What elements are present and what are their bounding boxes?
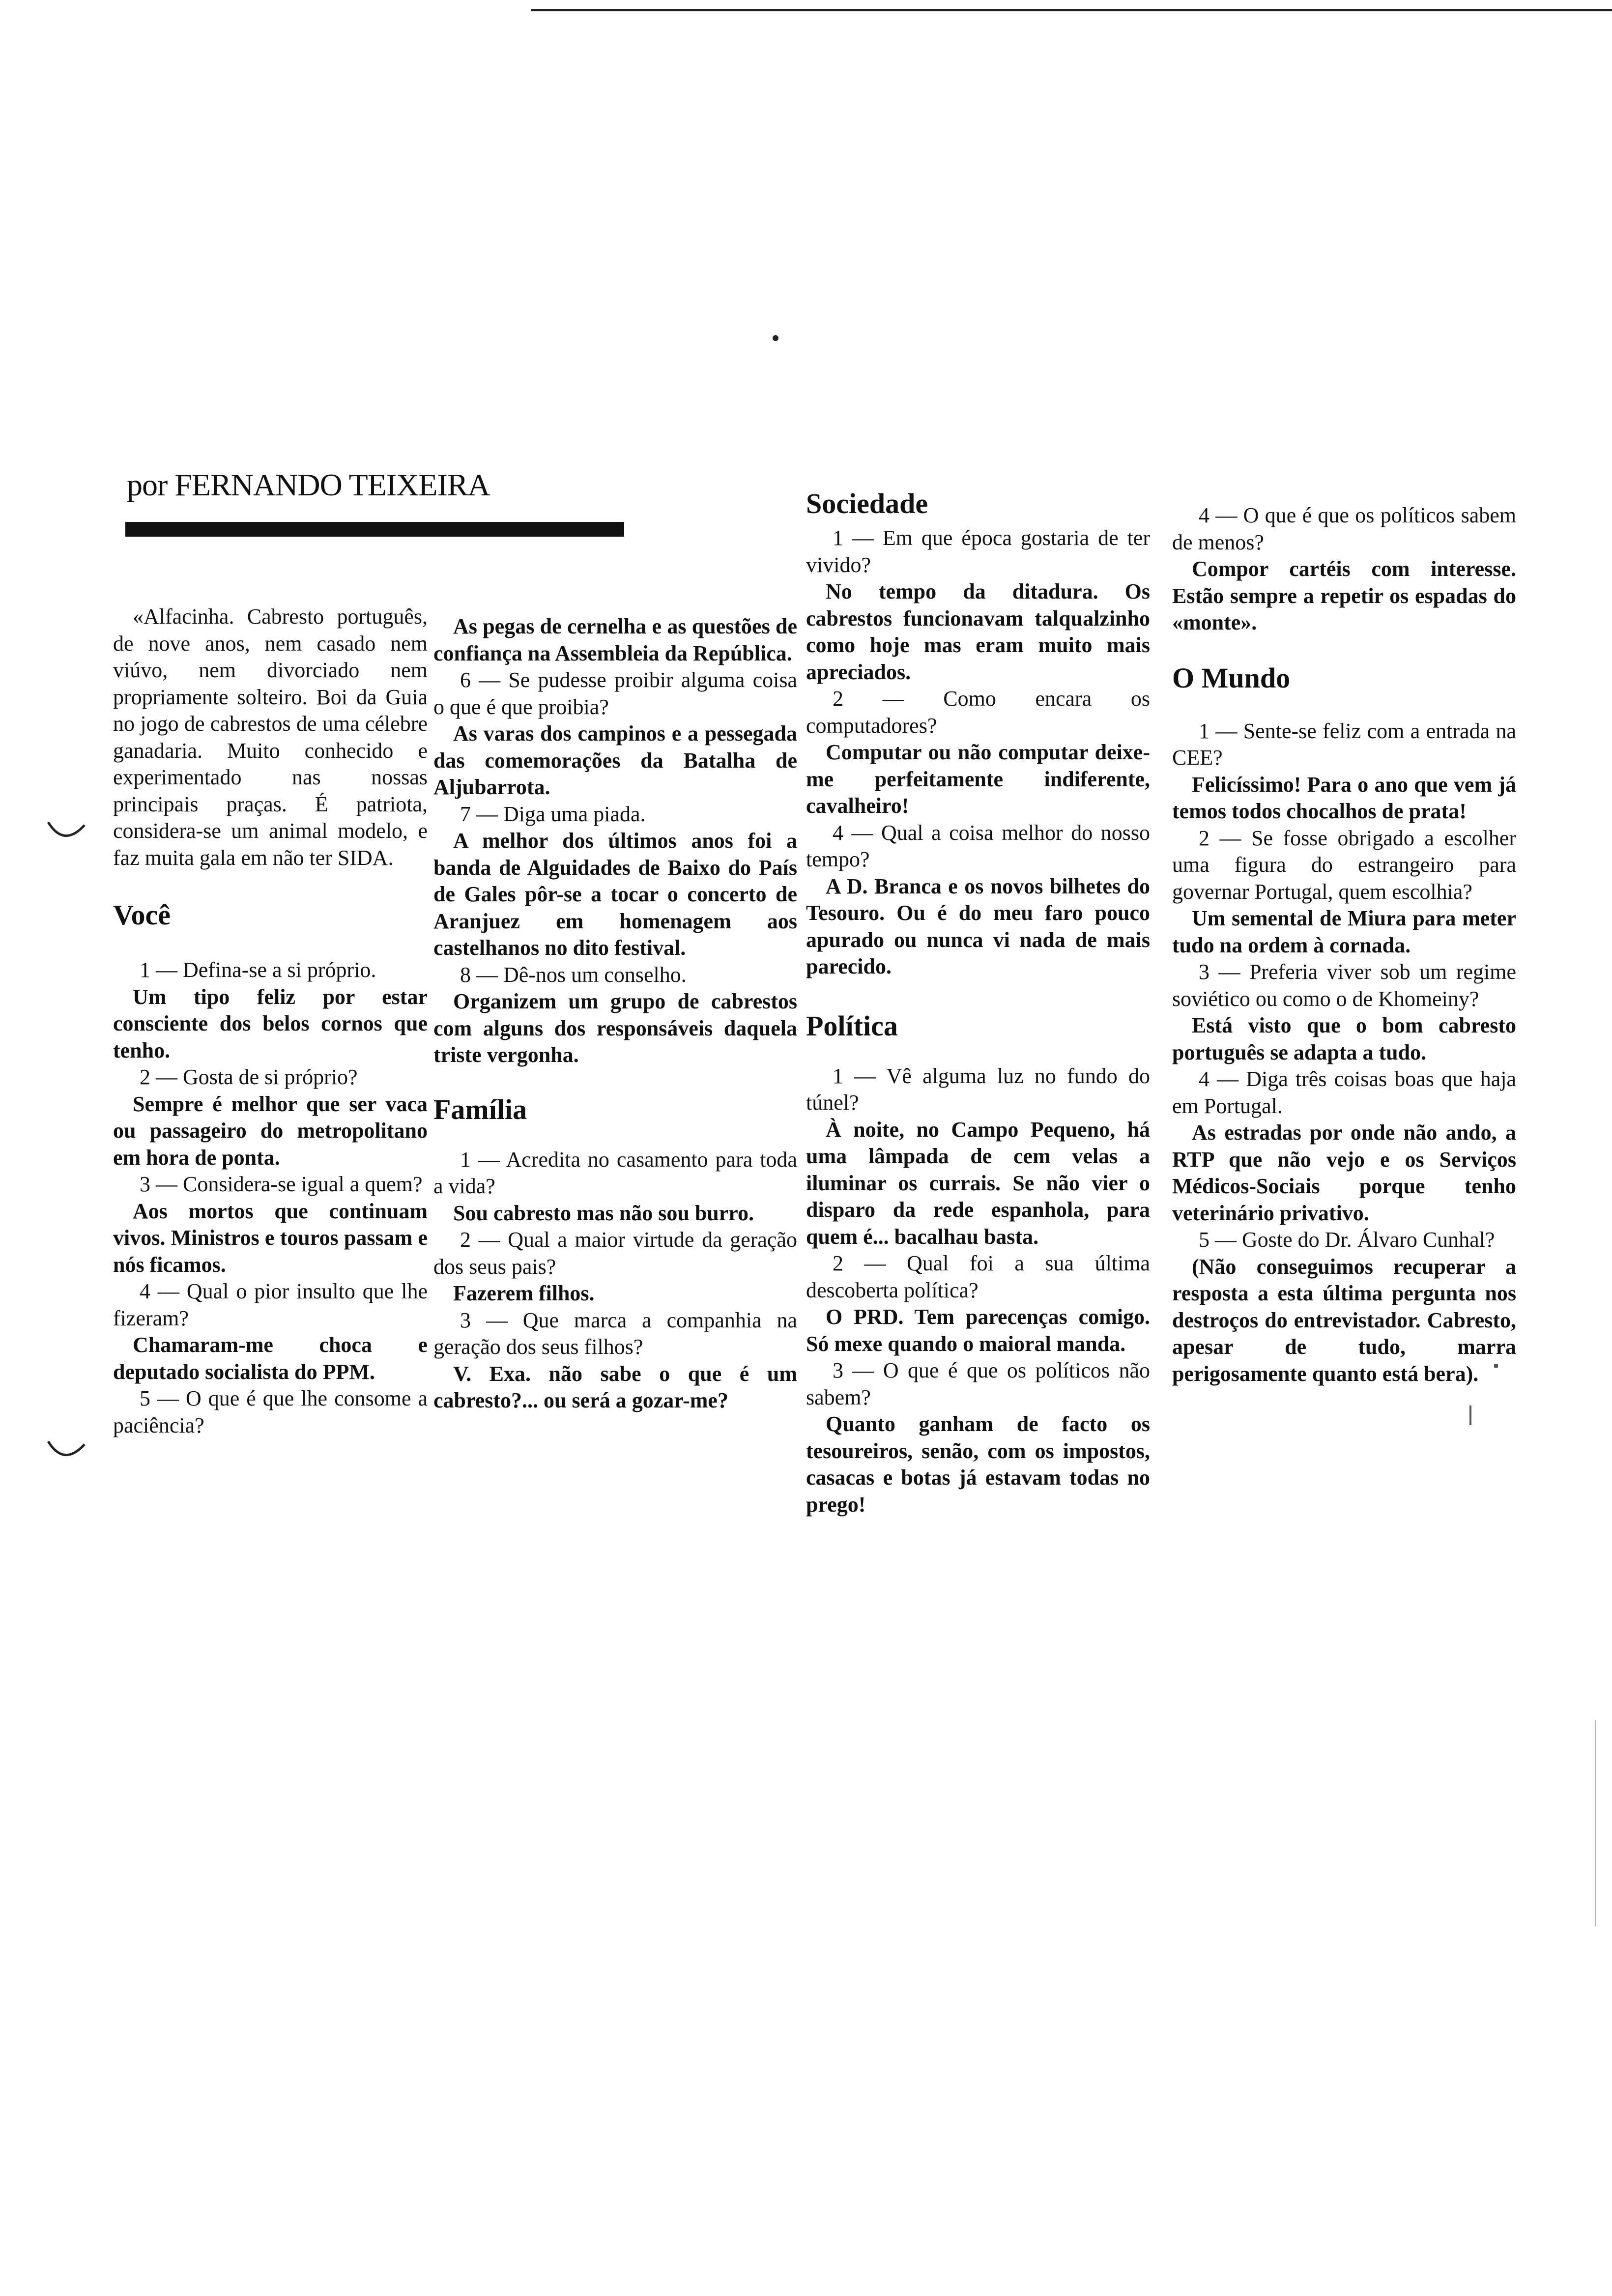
question: 3 — Considera-se igual a quem?	[140, 1172, 423, 1196]
margin-pen-mark	[44, 818, 88, 848]
section-heading-familia: Família	[433, 1093, 527, 1125]
answer: Quanto ganham de facto os tesoureiros, senão, com os impostos, casacas e botas já estavam todas no prego!	[806, 1412, 1150, 1517]
answer: Aos mortos que continuam vivos. Ministros e touros passam e nós ficamos.	[113, 1199, 428, 1277]
section-heading-sociedade: Sociedade	[806, 488, 928, 519]
answer: As estradas por onde não ando, a RTP que não vejo e os Serviços Médicos-Sociais porque tenho veterinário privativo.	[1172, 1120, 1516, 1225]
section-heading-voce: Você	[113, 899, 171, 931]
scan-edge-line	[1595, 1720, 1596, 1926]
question: 2 — Qual foi a sua última descoberta política?	[806, 1251, 1150, 1302]
answer: O PRD. Tem parecenças comigo. Só mexe quando o maioral manda.	[806, 1305, 1150, 1356]
question: 1 — Sente-se feliz com a entrada na CEE?	[1172, 718, 1516, 770]
byline-rule	[125, 522, 624, 537]
margin-pen-mark	[44, 1437, 88, 1467]
column-2	[433, 613, 797, 1414]
column-3	[806, 487, 1150, 1518]
question: 2 — Qual a maior virtude da geração dos seus pais?	[433, 1228, 797, 1279]
answer: A melhor dos últimos anos foi a banda de Alguidades de Baixo do País de Gales pôr-se a tocar o concerto de Aranjuez em homenagem aos castelhanos no dito festival.	[433, 829, 797, 960]
question: 1 — Em que época gostaria de ter vivido?	[806, 526, 1150, 577]
answer: As varas dos campinos e a pessegada das comemorações da Batalha de Aljubarrota.	[433, 721, 797, 799]
answer: Organizem um grupo de cabrestos com alguns dos responsáveis daquela triste vergonha.	[433, 989, 797, 1067]
column-1	[113, 603, 428, 1439]
answer: Compor cartéis com interesse. Estão sempre a repetir os espadas do «monte».	[1172, 557, 1516, 634]
intro-paragraph: «Alfacinha. Cabresto português, de nove anos, nem casado nem viúvo, nem divorciado nem propriamente solteiro. Boi da Guia no jogo de cabrestos de uma célebre ganadaria. Muito conhecido e experimentado nas nossas principais praças. É patriota, considera-se um animal modelo, e faz muita gala em não ter SIDA.	[113, 604, 428, 870]
answer: Um semental de Miura para meter tudo na ordem à cornada.	[1172, 906, 1516, 957]
answer: À noite, no Campo Pequeno, há uma lâmpada de cem velas a iluminar os currais. Se não vier o disparo da rede espanhola, para quem é... bacalhau basta.	[806, 1117, 1150, 1249]
question: 4 — Qual a coisa melhor do nosso tempo?	[806, 820, 1150, 871]
question: 4 — O que é que os políticos sabem de menos?	[1172, 503, 1516, 554]
question: 5 — Goste do Dr. Álvaro Cunhal?	[1199, 1228, 1495, 1252]
answer: Felicíssimo! Para o ano que vem já temos todos chocalhos de prata!	[1172, 772, 1516, 823]
answer: Sempre é melhor que ser vaca ou passageiro do metropolitano em hora de ponta.	[113, 1091, 428, 1170]
question: 2 — Se fosse obrigado a escolher uma figura do estrangeiro para governar Portugal, quem escolhia?	[1172, 826, 1516, 904]
answer: Chamaram-me choca e deputado socialista do PPM.	[113, 1333, 428, 1384]
question: 2 — Gosta de si próprio?	[140, 1065, 358, 1089]
question: 8 — Dê-nos um conselho.	[460, 962, 687, 987]
answer: Fazerem filhos.	[453, 1281, 595, 1305]
scan-speck	[1469, 1406, 1471, 1425]
answer: A D. Branca e os novos bilhetes do Tesouro. Ou é do meu faro pouco apurado ou nunca vi nada de mais parecido.	[806, 874, 1150, 978]
answer: Está visto que o bom cabresto português se adapta a tudo.	[1172, 1013, 1516, 1064]
question: 4 — Diga três coisas boas que haja em Portugal.	[1172, 1067, 1516, 1118]
question: 1 — Acredita no casamento para toda a vida?	[433, 1147, 797, 1198]
column-4	[1172, 502, 1516, 1387]
answer: Sou cabresto mas não sou burro.	[453, 1201, 754, 1225]
question: 6 — Se pudesse proibir alguma coisa o que é que proibia?	[433, 668, 797, 719]
question: 3 — Preferia viver sob um regime soviético ou como o de Khomeiny?	[1172, 960, 1516, 1011]
top-edge-rule	[531, 9, 1612, 11]
question: 1 — Defina-se a si próprio.	[140, 958, 376, 982]
question: 4 — Qual o pior insulto que lhe fizeram?	[113, 1279, 428, 1330]
answer: Um tipo feliz por estar consciente dos belos cornos que tenho.	[113, 984, 428, 1062]
question: 2 — Como encara os computadores?	[806, 687, 1150, 738]
byline: por FERNANDO TEIXEIRA	[127, 467, 490, 502]
question: 3 — O que é que os políticos não sabem?	[806, 1358, 1150, 1409]
answer: No tempo da ditadura. Os cabrestos funcionavam talqualzinho como hoje mas eram muito mais apreciados.	[806, 579, 1150, 684]
speck	[773, 335, 778, 341]
question: 1 — Vê alguma luz no fundo do túnel?	[806, 1063, 1150, 1115]
answer: (Não conseguimos recuperar a resposta a esta última pergunta nos destroços do entrevistador. Cabresto, apesar de tudo, marra perigosamente quanto está bera).	[1172, 1254, 1516, 1386]
section-heading-o-mundo: O Mundo	[1172, 661, 1291, 694]
question: 3 — Que marca a companhia na geração dos seus filhos?	[433, 1308, 797, 1359]
answer: V. Exa. não sabe o que é um cabresto?... ou será a gozar-me?	[433, 1361, 797, 1412]
answer: As pegas de cernelha e as questões de confiança na Assembleia da República.	[433, 614, 797, 665]
question: 7 — Diga uma piada.	[460, 802, 646, 826]
section-heading-politica: Política	[806, 1009, 898, 1042]
answer: Computar ou não computar deixe-me perfeitamente indiferente, cavalheiro!	[806, 740, 1150, 818]
question: 5 — O que é que lhe consome a paciência?	[113, 1386, 428, 1437]
